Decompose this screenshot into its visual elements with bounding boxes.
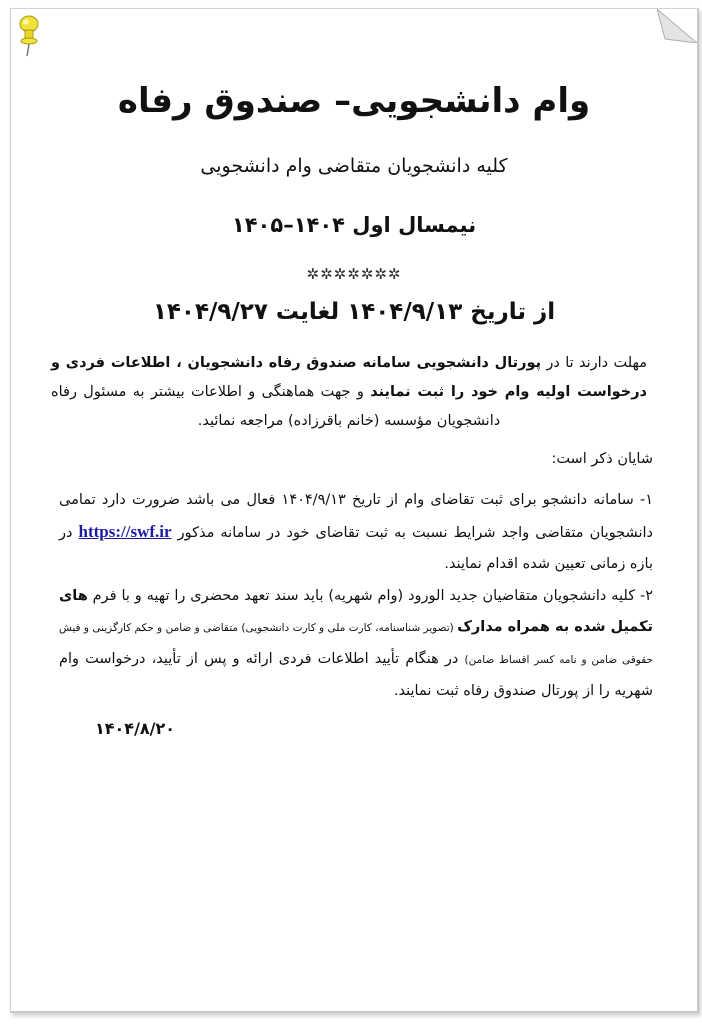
- date-range-heading: از تاریخ ۱۴۰۴/۹/۱۳ لغایت ۱۴۰۴/۹/۲۷: [152, 299, 556, 325]
- note-item-2-text-start: ۲- کلیه دانشجویان متقاضیان جدید الورود (وام شهریه) باید سند تعهد محضری را تهیه و با فرم: [87, 588, 653, 604]
- note-item-2: [59, 581, 653, 707]
- note-item-2-bold-text: های تکمیل شده به همراه مدارک: [59, 588, 653, 635]
- page-corner-fold-icon: [657, 9, 697, 43]
- stars-divider: ✲✲✲✲✲✲✲: [306, 265, 402, 283]
- issue-date: ۱۴۰۴/۸/۲۰: [95, 719, 176, 738]
- note-item-1: [59, 485, 653, 580]
- note-label: شایان ذکر است:: [551, 451, 653, 467]
- intro-paragraph: [51, 349, 647, 436]
- note-item-2-documents-list: (تصویر شناسنامه، کارت ملی و کارت دانشجویی) متقاضی و ضامن و حکم کارگزینی و فیش حقوقی ضامن و نامه کسر اقساط ضامن): [59, 622, 653, 666]
- document-page: [10, 8, 699, 1013]
- intro-bold-text: پورتال دانشجویی سامانه صندوق رفاه دانشجویان ، اطلاعات فردی و درخواست اولیه وام خود را ثبت نمایند: [51, 355, 648, 400]
- page-title: وام دانشجویی– صندوق رفاه: [117, 81, 591, 121]
- intro-text-end: و جهت هماهنگی و اطلاعات بیشتر به مسئول رفاه دانشجویان مؤسسه (خانم باقرزاده) مراجعه نمائید.: [51, 384, 501, 429]
- swf-portal-link[interactable]: https://swf.ir: [78, 522, 172, 541]
- pushpin-icon: [16, 14, 44, 58]
- semester-heading: نیمسال اول ۱۴۰۴–۱۴۰۵: [231, 213, 477, 237]
- page-subtitle: کلیه دانشجویان متقاضی وام دانشجویی: [200, 155, 508, 177]
- note-item-1-text: ۱- سامانه دانشجو برای ثبت تقاضای وام از تاریخ ۱۴۰۴/۹/۱۳ فعال می باشد ضرورت دارد تمامی دانشجویان متقاضی واجد شرایط نسبت به ثبت تقاضای خود در سامانه مذکور: [59, 492, 654, 541]
- intro-text-start: مهلت دارند تا در: [541, 355, 647, 371]
- note-item-1-tail: در بازه زمانی تعیین شده اقدام نمایند.: [59, 525, 653, 572]
- note-item-2-text-end: در هنگام تأیید اطلاعات فردی ارائه و پس از تأیید، درخواست وام شهریه را از پورتال صندوق رفاه ثبت نمایند.: [59, 651, 653, 699]
